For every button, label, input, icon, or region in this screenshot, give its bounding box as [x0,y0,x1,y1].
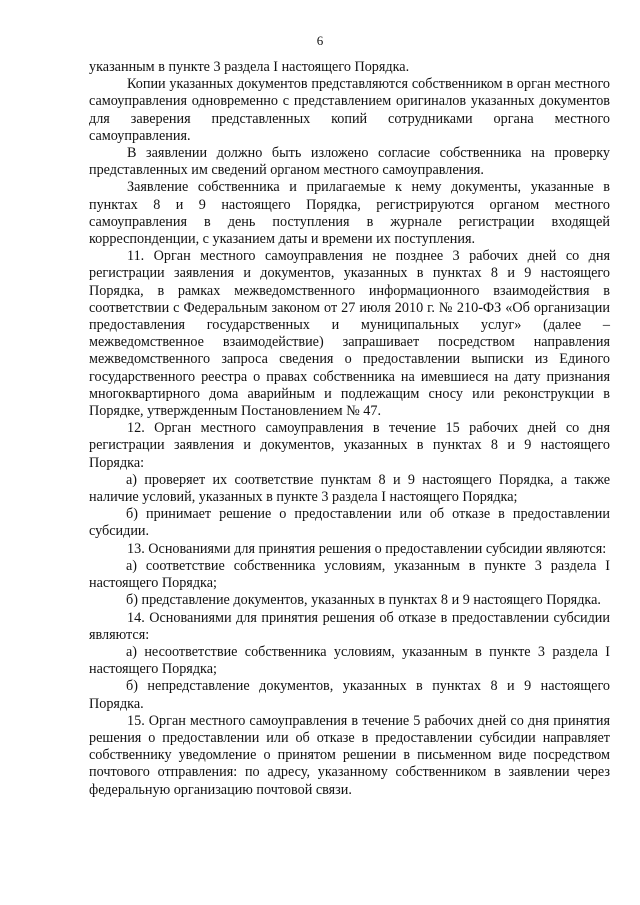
paragraph-continuation: указанным в пункте 3 раздела I настоящего Порядка. [89,59,410,75]
paragraph-item-12: 12. Орган местного самоуправления в течение 15 рабочих дней со дня регистрации заявления и документов, указанных в пунктах 8 и 9 настоящего Порядка: [89,420,610,471]
paragraph-item-15: 15. Орган местного самоуправления в течение 5 рабочих дней со дня принятия решения о предоставлении или об отказе в предоставлении субсидии направляет собственнику уведомление о принятом решении в письменном виде посредством почтового отправления: по адресу, указанному собственником в заявлении через федеральную организацию почтовой связи. [89,712,610,798]
paragraph-item-12-a: а) проверяет их соответствие пунктам 8 и 9 настоящего Порядка, а также наличие условий, указанных в пункте 3 раздела I настоящего Порядка; [89,471,610,506]
paragraph-item-11: 11. Орган местного самоуправления не позднее 3 рабочих дней со дня регистрации заявления и документов, указанных в пунктах 8 и 9 настоящего Порядка, в рамках межведомственного информационного взаимодействия в соответствии с Федеральным законом от 27 июля 2010 г. № 210-ФЗ «Об организации предоставления государственных и муниципальных услуг» (далее – межведомственное взаимодействие) запрашивает посредством направления межведомственного запроса сведения о предоставлении выписки из Единого государственного реестра о правах собственника на имевшиеся на дату признания многоквартирного дома аварийным и подлежащим сносу или реконструкции в Порядке, утвержденным Постановлением № 47. [89,248,610,420]
paragraph-copies: Копии указанных документов представляются собственником в орган местного самоуправления одновременно с представлением оригиналов указанных документов для заверения представленных копий сотрудниками органа местного самоуправления. [89,76,610,144]
paragraph-registration: Заявление собственника и прилагаемые к нему документы, указанные в пунктах 8 и 9 настоящего Порядка, регистрируются органом местного самоуправления в день поступления в журнале регистрации входящей корреспонденции, с указанием даты и времени их поступления. [89,179,610,248]
paragraph-item-14-a: а) несоответствие собственника условиям, указанным в пункте 3 раздела I настоящего Порядка; [89,643,610,678]
paragraph-consent: В заявлении должно быть изложено согласие собственника на проверку представленных им сведений органом местного самоуправления. [89,145,610,179]
paragraph-item-13-a: а) соответствие собственника условиям, указанным в пункте 3 раздела I настоящего Порядка; [89,557,610,592]
paragraph-item-14: 14. Основаниями для принятия решения об отказе в предоставлении субсидии являются: [89,609,610,643]
paragraph-item-13-b: б) представление документов, указанных в пунктах 8 и 9 настоящего Порядка. [126,592,601,609]
document-body [89,59,610,799]
page-number: 6 [316,33,324,48]
paragraph-item-12-b: б) принимает решение о предоставлении или об отказе в предоставлении субсидии. [89,506,610,540]
paragraph-item-14-b: б) непредставление документов, указанных в пунктах 8 и 9 настоящего Порядка. [89,678,610,712]
paragraph-item-13: 13. Основаниями для принятия решения о предоставлении субсидии являются: [127,540,607,557]
